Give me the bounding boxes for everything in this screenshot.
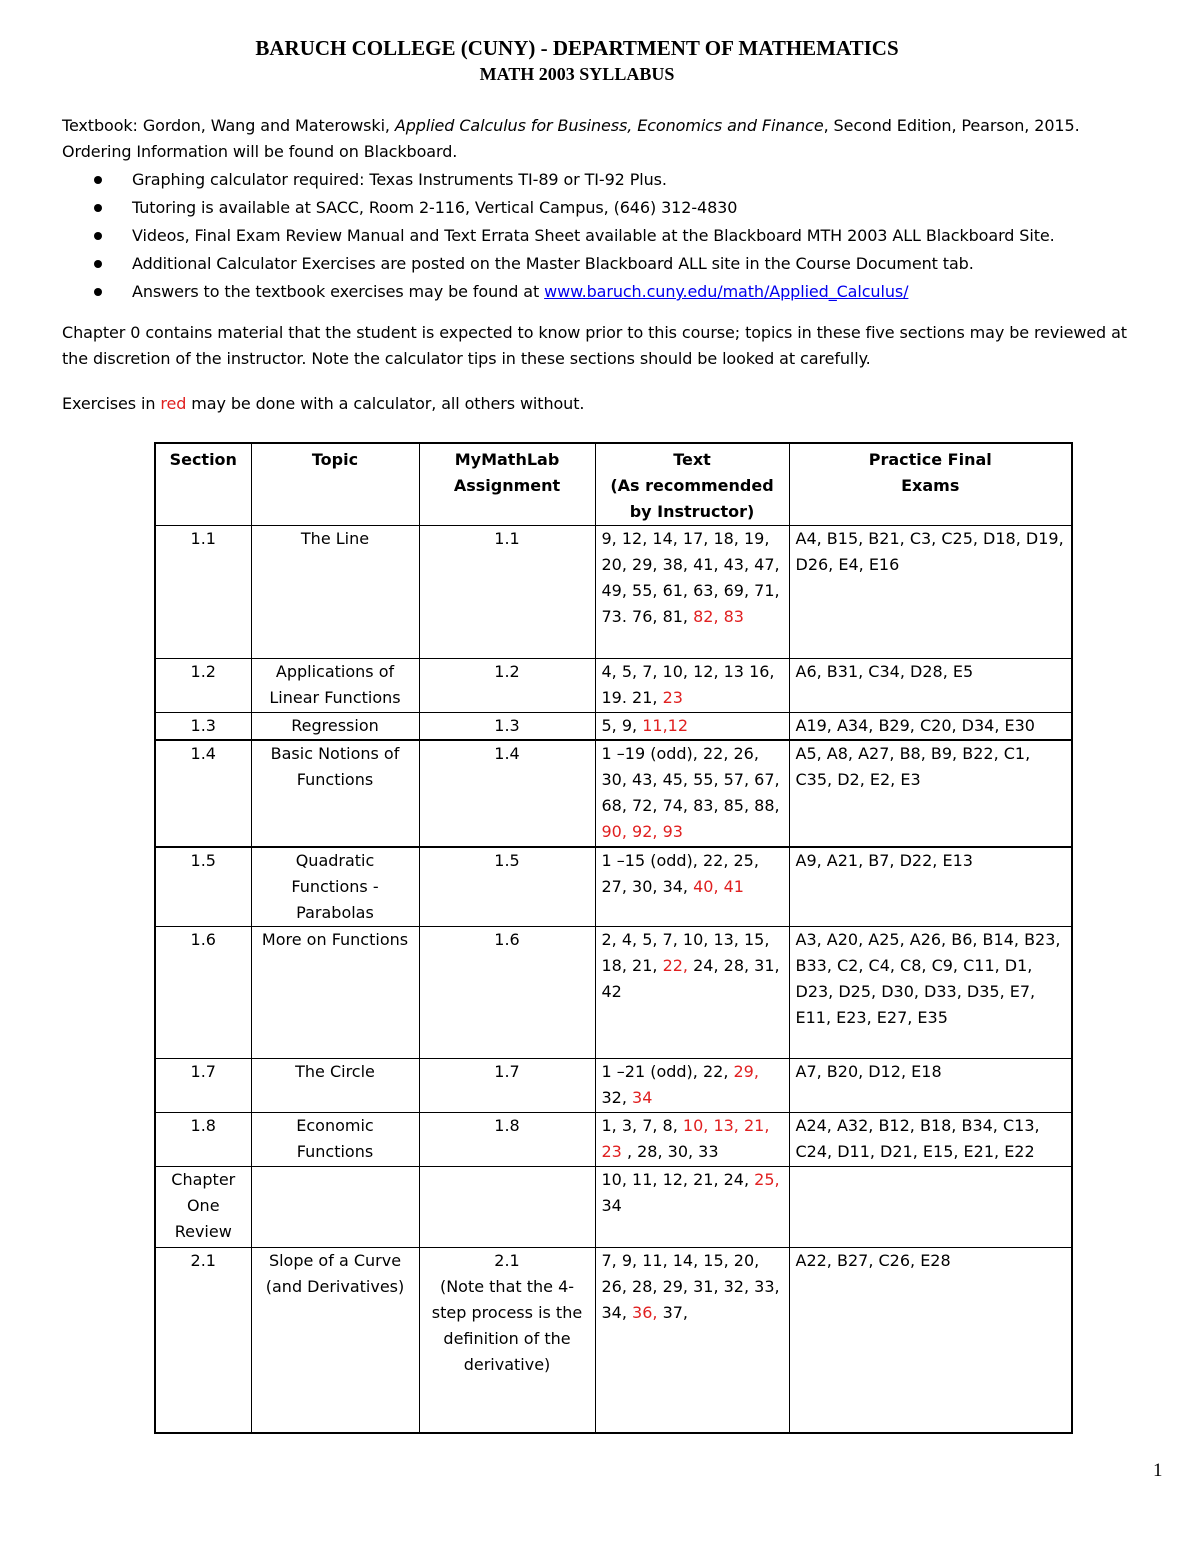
bullet-icon	[94, 232, 102, 240]
bullet-icon	[94, 176, 102, 184]
textbook-title: Applied Calculus for Business, Economics and Finance	[394, 116, 824, 135]
textbook-paragraph	[62, 113, 1152, 165]
bullet-calculator-exercises: Additional Calculator Exercises are posted on the Master Blackboard ALL site in the Course Document tab.	[90, 251, 1055, 279]
page-number: 1	[1153, 1460, 1163, 1481]
table-row: 1.5 Quadratic Functions - Parabolas 1.5 1 –15 (odd), 22, 25, 27, 30, 34, 40, 41 A9, A21, B7, D22, E13	[155, 847, 1072, 927]
table-row: 1.1 The Line 1.1 9, 12, 14, 17, 18, 19, 20, 29, 38, 41, 43, 47, 49, 55, 61, 63, 69, 71, 73. 76, 81, 82, 83 A4, B15, B21, C3, C25, D18, D19, D26, E4, E16	[155, 526, 1072, 659]
table-header-row	[155, 443, 1072, 526]
red-word: red	[160, 394, 187, 413]
exercises-note: Exercises in red may be done with a calculator, all others without.	[62, 394, 585, 413]
document-title: BARUCH COLLEGE (CUNY) - DEPARTMENT OF MATHEMATICS	[255, 36, 899, 60]
bullet-icon	[94, 204, 102, 212]
bullet-tutoring: Tutoring is available at SACC, Room 2-116, Vertical Campus, (646) 312-4830	[90, 195, 1055, 223]
bullet-icon	[94, 288, 102, 296]
syllabus-title: MATH 2003 SYLLABUS	[479, 64, 675, 84]
header-mymathlab: MyMathLab Assignment	[419, 443, 595, 526]
header-practice-final: Practice Final Exams	[789, 443, 1072, 526]
header-text: Text (As recommended by Instructor)	[595, 443, 789, 526]
table-row: Chapter One Review 10, 11, 12, 21, 24, 25, 34	[155, 1167, 1072, 1248]
syllabus-table	[154, 442, 1073, 1434]
bullet-answers: Answers to the textbook exercises may be found at www.baruch.cuny.edu/math/Applied_Calculus/	[90, 279, 1055, 307]
bullet-calculator: Graphing calculator required: Texas Instruments TI-89 or TI-92 Plus.	[90, 167, 1055, 195]
answers-link[interactable]: www.baruch.cuny.edu/math/Applied_Calculus/	[544, 282, 909, 301]
table-row: 1.4 Basic Notions of Functions 1.4 1 –19 (odd), 22, 26, 30, 43, 45, 55, 57, 67, 68, 72, 74, 83, 85, 88, 90, 92, 93 A5, A8, A27, B8, B9, B22, C1, C35, D2, E2, E3	[155, 740, 1072, 847]
table-row: 1.7 The Circle 1.7 1 –21 (odd), 22, 29, 32, 34 A7, B20, D12, E18	[155, 1059, 1072, 1113]
bullet-icon	[94, 260, 102, 268]
info-bullet-list	[90, 167, 1055, 307]
textbook-prefix: Textbook: Gordon, Wang and Materowski,	[62, 116, 395, 135]
textbook-suffix: , Second Edition, Pearson, 2015. Ordering Information will be found on Blackboard.	[62, 116, 1080, 161]
table-row: 1.3 Regression 1.3 5, 9, 11,12 A19, A34, B29, C20, D34, E30	[155, 713, 1072, 741]
chapter-zero-note: Chapter 0 contains material that the student is expected to know prior to this course; topics in these five sections may be reviewed at the discretion of the instructor. Note the calculator tips in these sections should be looked at carefully.	[62, 323, 1127, 368]
table-row: 1.2 Applications of Linear Functions 1.2 4, 5, 7, 10, 12, 13 16, 19. 21, 23 A6, B31, C34, D28, E5	[155, 659, 1072, 713]
table-row: 1.6 More on Functions 1.6 2, 4, 5, 7, 10, 13, 15, 18, 21, 22, 24, 28, 31, 42 A3, A20, A25, A26, B6, B14, B23, B33, C2, C4, C8, C9, C11, D1, D23, D25, D30, D33, D35, E7, E11, E23, E27, E35	[155, 927, 1072, 1059]
bullet-videos: Videos, Final Exam Review Manual and Text Errata Sheet available at the Blackboard MTH 2003 ALL Blackboard Site.	[90, 223, 1055, 251]
table-row: 2.1 Slope of a Curve (and Derivatives) 2.1 (Note that the 4-step process is the definition of the derivative) 7, 9, 11, 14, 15, 20, 26, 28, 29, 31, 32, 33, 34, 36, 37, A22, B27, C26, E28	[155, 1248, 1072, 1433]
table-row: 1.8 Economic Functions 1.8 1, 3, 7, 8, 10, 13, 21, 23 , 28, 30, 33 A24, A32, B12, B18, B34, C13, C24, D11, D21, E15, E21, E22	[155, 1113, 1072, 1167]
header-section: Section	[155, 443, 251, 526]
header-topic: Topic	[251, 443, 419, 526]
